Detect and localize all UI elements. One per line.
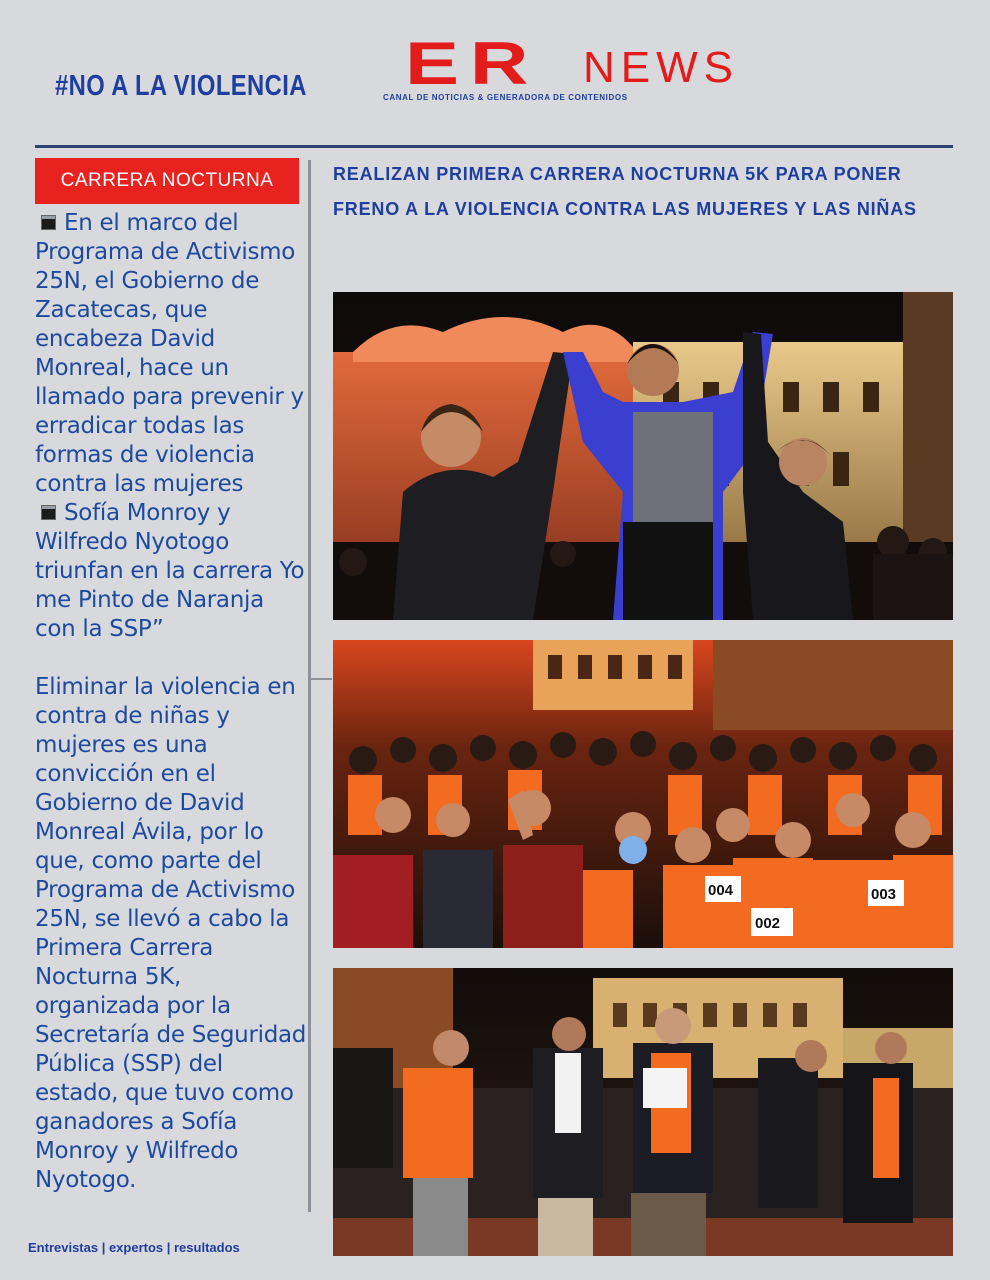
- bullet-text-2: Sofía Monroy y Wilfredo Nyotogo triunfan en la carrera Yo me Pinto de Naranja con la SSP”: [35, 500, 305, 642]
- bullet-point-2: [35, 499, 307, 644]
- bib-label-2: 002: [755, 915, 781, 932]
- header-divider: [35, 145, 953, 148]
- bib-label-3: 003: [871, 886, 897, 903]
- column-divider: [308, 160, 311, 1212]
- bullet-square-icon: [41, 505, 56, 520]
- er-news-logo: [383, 30, 783, 106]
- bullet-point-1: [35, 209, 307, 499]
- hashtag-title: #NO A LA VIOLENCIA: [55, 70, 307, 102]
- photo-winners: [333, 292, 953, 620]
- logo-er-text: ER: [405, 30, 540, 97]
- footer-links: Entrevistas | expertos | resultados: [28, 1240, 240, 1255]
- bib-label-1: 004: [708, 882, 734, 899]
- column-divider-tick: [308, 678, 332, 680]
- bullet-square-icon: [41, 215, 56, 230]
- photo-runners-crowd: [333, 640, 953, 948]
- photo-speakers: [333, 968, 953, 1256]
- section-tag: CARRERA NOCTURNA: [35, 158, 299, 204]
- article-headline: REALIZAN PRIMERA CARRERA NOCTURNA 5K PARA PONER FRENO A LA VIOLENCIA CONTRA LAS MUJERES Y LAS NIÑAS: [333, 164, 917, 219]
- logo-news-text: NEWS: [583, 43, 739, 92]
- bullet-text-1: En el marco del Programa de Activismo 25N, el Gobierno de Zacatecas, que encabeza David Monreal, hace un llamado para prevenir y erradicar todas las formas de violencia contra las mujeres: [35, 210, 304, 497]
- article-body: Eliminar la violencia en contra de niñas y mujeres es una convicción en el Gobierno de David Monreal Ávila, por lo que, como parte del Programa de Activismo 25N, se llevó a cabo la Primera Carrera Nocturna 5K, organizada por la Secretaría de Seguridad Pública (SSP) del estado, que tuvo como ganadores a Sofía Monroy y Wilfredo Nyotogo.: [35, 674, 307, 1193]
- logo-tagline: CANAL DE NOTICIAS & GENERADORA DE CONTENIDOS: [383, 93, 628, 102]
- sidebar-text: [35, 209, 307, 1195]
